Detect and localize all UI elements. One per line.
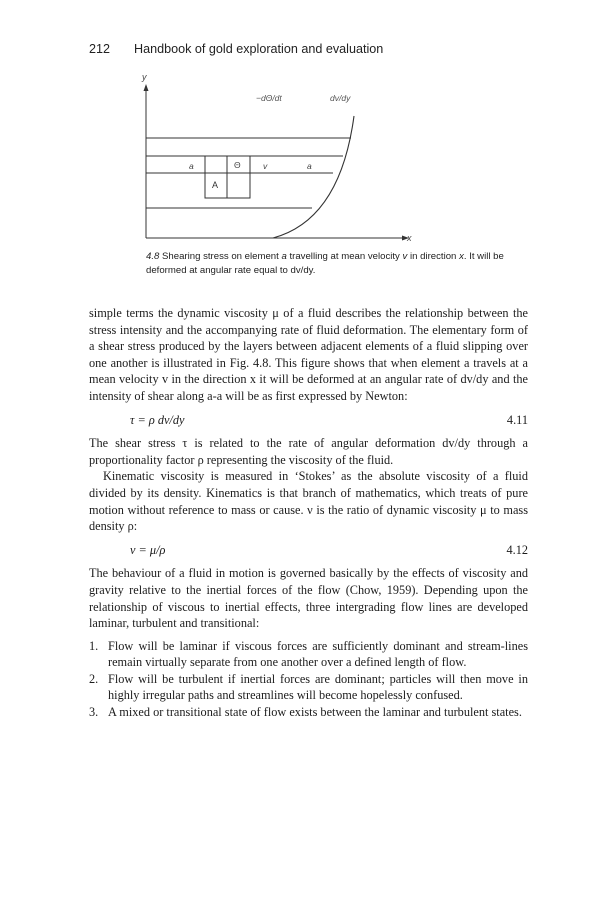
list-marker: 3. [89,705,99,720]
label-a-left: a [189,161,194,171]
list-item [89,638,528,671]
label-dv-dy: dv/dy [330,93,351,103]
equation-4-12-expression: ν = μ/ρ [130,542,166,557]
paragraph-4: The behaviour of a fluid in motion is governed basically by the effects of viscosity and gravity relative to the inertial forces of the flow (Chow, 1959). Depending upon the relationship of viscous to inertial effects, three intergrading flow lines are developed laminar, turbulent and transitional: [89,566,528,631]
list-item-text: Flow will be laminar if viscous forces are sufficiently dominant and stream-lines remain virtually separate from one another over a defined length of flow. [108,638,528,670]
caption-text-3: in direction [407,251,460,262]
running-title: Handbook of gold exploration and evaluation [134,42,384,56]
figure-caption [146,250,536,277]
list-item [89,671,528,704]
equation-4-11-number: 4.11 [506,412,528,427]
y-axis-arrow [144,84,149,91]
body-text [89,305,528,721]
caption-velocity: v [402,251,408,262]
equation-4-12 [89,542,528,559]
caption-text-4: . It will be deformed at angular rate equal to dv/dy. [146,251,504,276]
caption-direction: x [459,251,464,262]
label-a-right: a [307,161,312,171]
velocity-profile-curve [273,116,354,238]
list-item [89,704,528,721]
equation-4-12-number: 4.12 [506,542,528,557]
label-theta: Θ [234,160,241,170]
caption-text-2: travelling at mean velocity [286,251,403,262]
shear-diagram [135,68,540,268]
list-marker: 2. [89,671,99,686]
y-axis-label: y [142,72,147,82]
page-number: 212 [89,42,111,56]
figure-4-8 [135,68,540,268]
list-marker: 1. [89,638,99,653]
caption-number: 4.8 [146,251,160,262]
equation-4-11 [89,412,528,429]
paragraph-3: Kinematic viscosity is measured in ‘Stokes’ as the absolute viscosity of a fluid divided by its density. Kinematics is that branch of mathematics, which treats of pure motion without reference to mass or cause. ν is the ratio of dynamic viscosity μ to mass density ρ: [89,469,528,534]
running-header [89,42,528,56]
label-A: A [212,180,219,190]
label-dtheta-dt: −dΘ/dt [256,93,282,103]
paragraph-2: The shear stress τ is related to the rate of angular deformation dv/dy through a proportionality factor ρ representing the viscosity of the fluid. [89,436,528,467]
x-axis-label: x [407,233,412,243]
caption-text-1: Shearing stress on element [159,251,282,262]
list-item-text: Flow will be turbulent if inertial forces are dominant; particles will then move in highly irregular paths and streamlines will become hopelessly confused. [108,671,528,703]
label-v: v [263,161,268,171]
list-item-text: A mixed or transitional state of flow exists between the laminar and turbulent states. [108,705,522,720]
equation-4-11-expression: τ = ρ dv/dy [130,412,185,427]
caption-element: a [281,251,287,262]
flow-types-list [89,638,528,721]
paragraph-1: simple terms the dynamic viscosity μ of a fluid describes the relationship between the stress intensity and the accompanying rate of fluid deformation. The elementary form of a shear stress produced by the layers between adjacent elements of a fluid slipping over one another is illustrated in Fig. 4.8. This figure shows that when element a travels at a mean velocity v in the direction x it will be deformed at an angular rate of dv/dy and the intensity of shear along a-a will be as first expressed by Newton: [89,306,528,403]
